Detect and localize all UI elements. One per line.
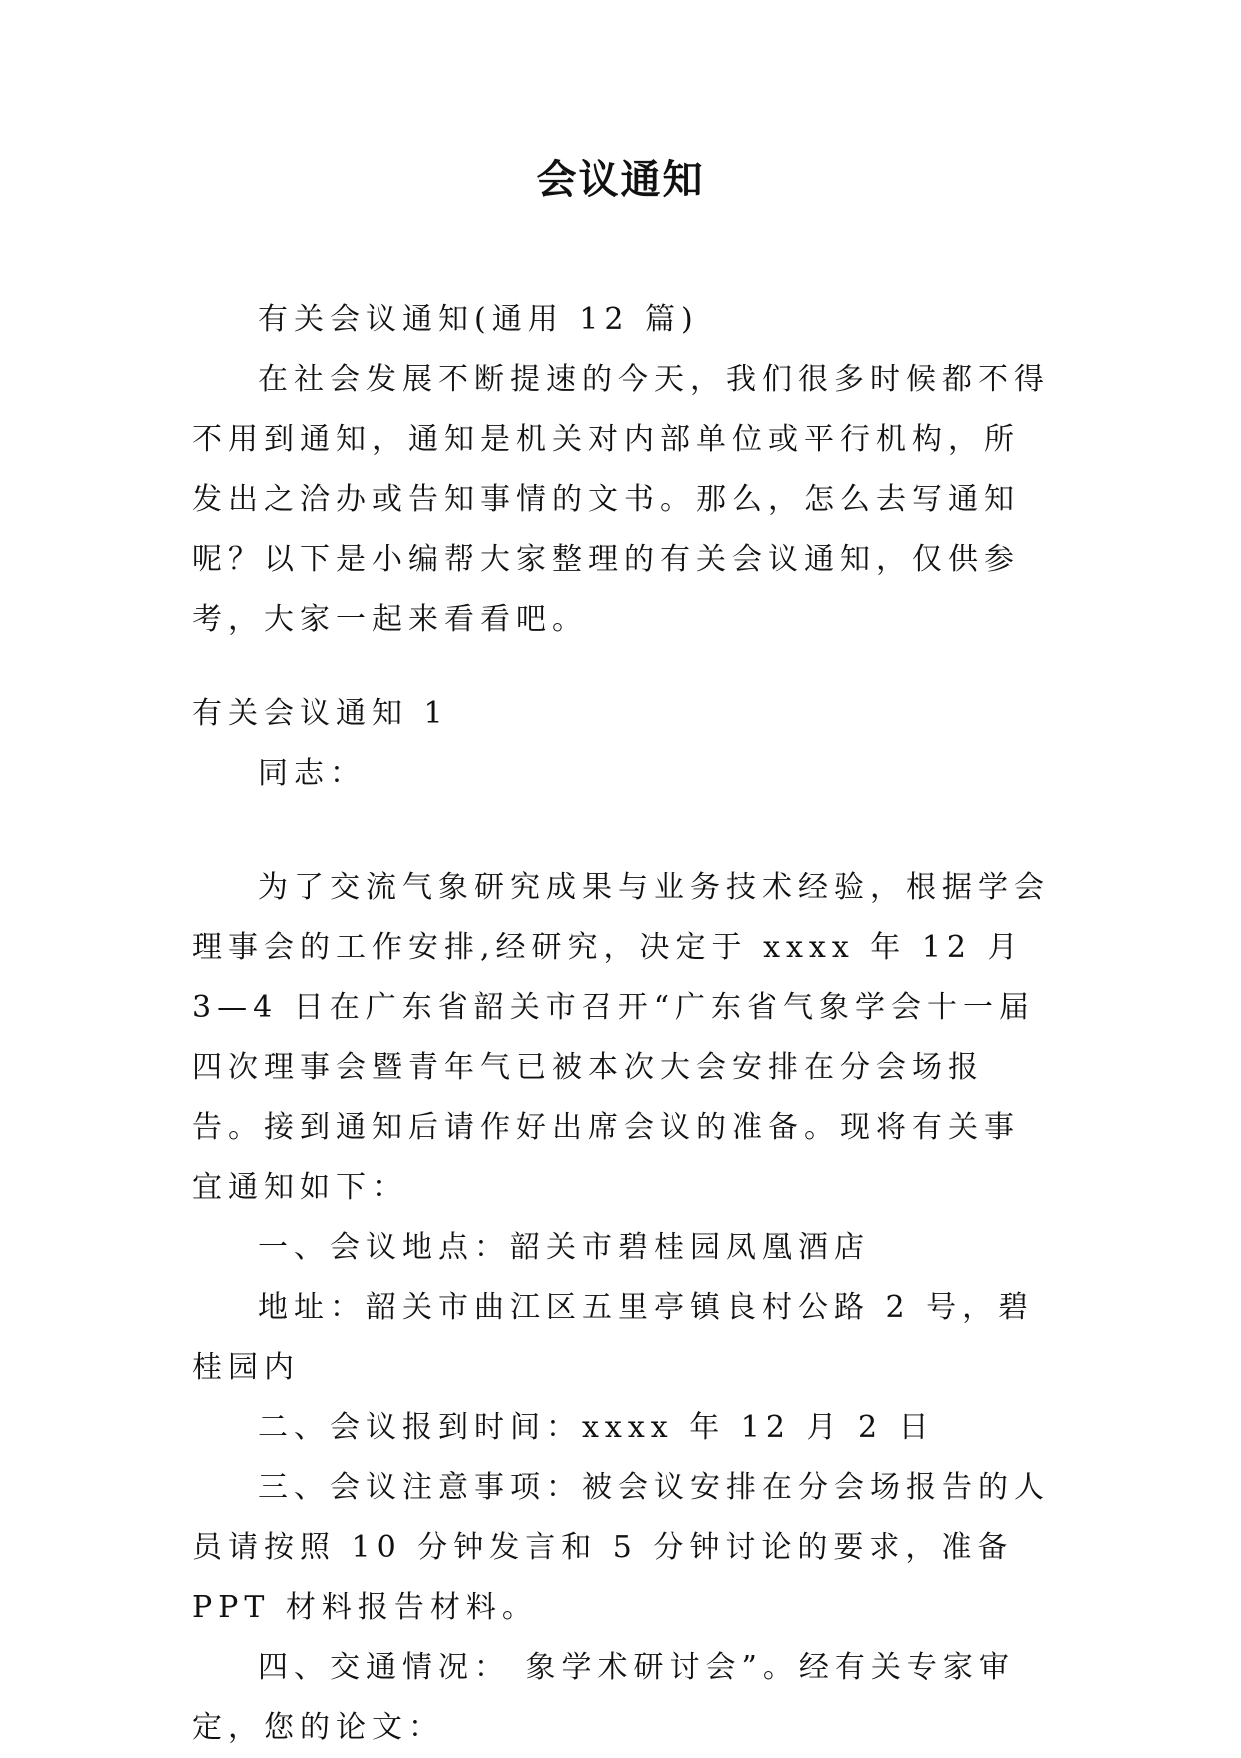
salutation: 同志： (258, 756, 366, 791)
item-transport: 四、交通情况： 象学术研讨会”。经有关专家审定，您的论文： (192, 1650, 1015, 1745)
item-address: 地址：韶关市曲江区五里亭镇良村公路 2 号，碧桂园内 (192, 1290, 1035, 1385)
intro-paragraph: 在社会发展不断提速的今天，我们很多时候都不得不用到通知，通知是机关对内部单位或平行机构，所发出之洽办或告知事情的文书。那么，怎么去写通知呢？以下是小编帮大家整理的有关会议通知，仅供参考，大家一起来看看吧。 (192, 362, 1050, 637)
body-paragraph: 为了交流气象研究成果与业务技术经验，根据学会理事会的工作安排,经研究，决定于 xxxx 年 12 月 3—4 日在广东省韶关市召开“广东省气象学会十一届四次理事会暨青年气已被本次大会安排在分会场报告。接到通知后请作好出席会议的准备。现将有关事宜通知如下： (192, 870, 1050, 1205)
document-body (192, 290, 1052, 1758)
document-subtitle: 有关会议通知(通用 12 篇) (258, 302, 699, 337)
section-heading: 有关会议通知 1 (192, 696, 449, 731)
item-location: 一、会议地点：韶关市碧桂园凤凰酒店 (258, 1230, 870, 1265)
document-title: 会议通知 (536, 157, 705, 203)
item-time: 二、会议报到时间：xxxx 年 12 月 2 日 (258, 1410, 935, 1445)
item-notes: 三、会议注意事项：被会议安排在分会场报告的人员请按照 10 分钟发言和 5 分钟讨论的要求，准备 PPT 材料报告材料。 (192, 1470, 1050, 1625)
